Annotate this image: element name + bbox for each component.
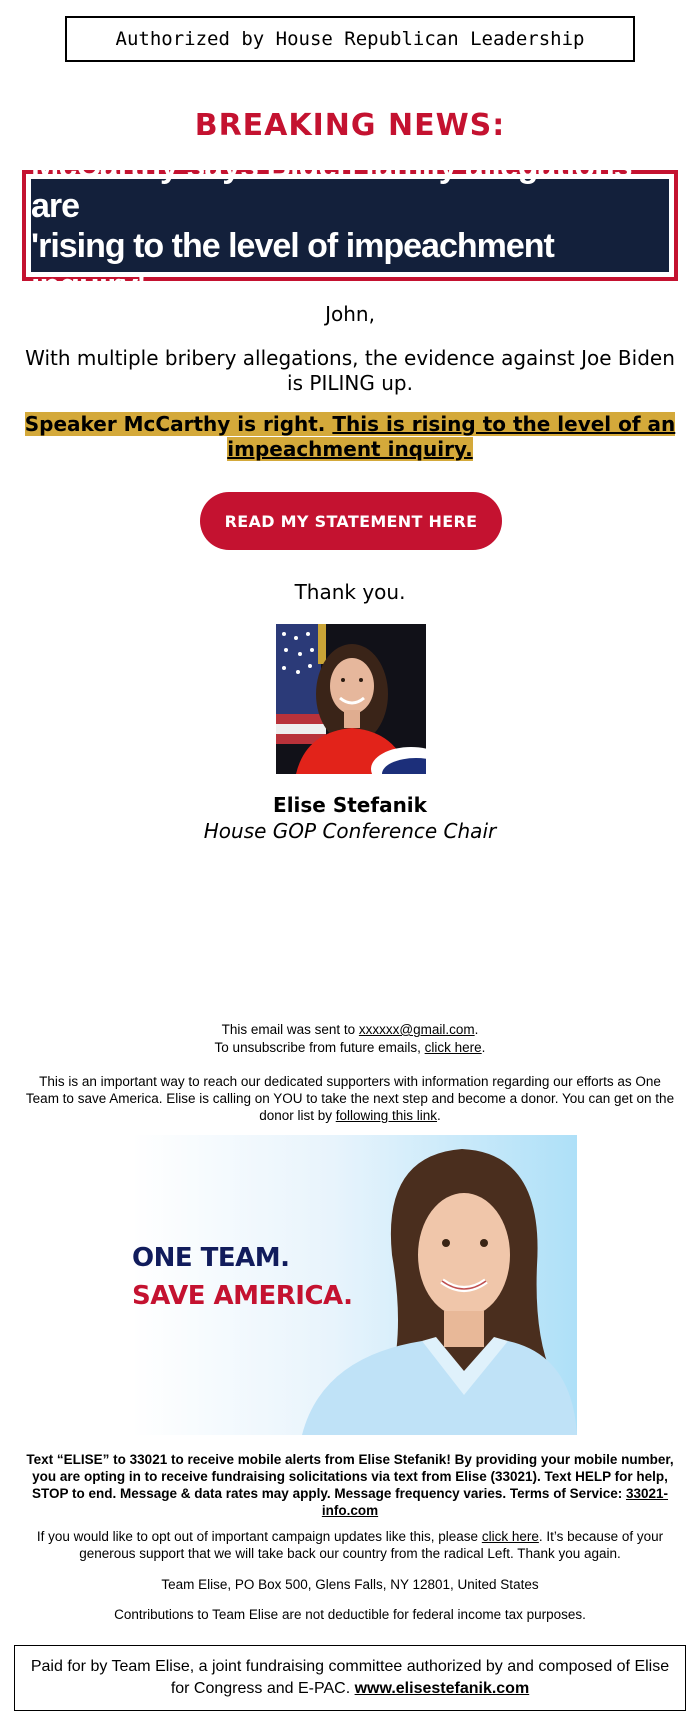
authorized-box (65, 16, 635, 62)
promo-line-2: SAVE AMERICA. (132, 1281, 353, 1311)
sent-to-line: This email was sent to xxxxxx@gmail.com. (221, 1022, 479, 1037)
unsubscribe-link[interactable]: click here (424, 1040, 482, 1055)
donor-paragraph: This is an important way to reach our dedicated supporters with information regarding our efforts as One Team to save America. Elise is calling on YOU to take the next step and become a donor. You can get on the donor list by following this link. (25, 1074, 675, 1123)
sms-terms-link[interactable]: 33021-info.com (321, 1486, 669, 1518)
banner-line-2: 'rising to the level of impeachment inquiry' (31, 226, 554, 305)
greeting: John, (325, 302, 375, 326)
impeachment-inquiry-link[interactable]: This is rising to the level of an impeachment inquiry. (227, 412, 676, 461)
recipient-email-link[interactable]: xxxxxx@gmail.com (358, 1022, 475, 1037)
paragraph-evidence: With multiple bribery allegations, the evidence against Joe Biden is PILING up. (25, 346, 675, 395)
read-statement-button[interactable]: READ MY STATEMENT HERE (200, 492, 502, 550)
promo-line-1: ONE TEAM. (132, 1243, 290, 1273)
highlight-lead: Speaker McCarthy is right. (24, 412, 326, 436)
tax-disclaimer: Contributions to Team Elise are not deductible for federal income tax purposes. (114, 1607, 586, 1622)
banner-line-1: McCarthy says Biden family allegations are (31, 146, 632, 225)
authorized-text: Authorized by House Republican Leadership (115, 28, 585, 50)
one-team-promo-image (132, 1135, 577, 1435)
mailing-address: Team Elise, PO Box 500, Glens Falls, NY 12801, United States (161, 1577, 539, 1592)
website-link[interactable]: www.elisestefanik.com (354, 1680, 530, 1697)
paid-for-box (14, 1645, 686, 1711)
signature-title: House GOP Conference Chair (203, 819, 497, 843)
optout-link[interactable]: click here (481, 1529, 539, 1544)
paragraph-highlight (20, 412, 680, 462)
donor-list-link[interactable]: following this link (335, 1108, 438, 1123)
thanks-text: Thank you. (294, 580, 406, 604)
optout-paragraph: If you would like to opt out of important campaign updates like this, please click here. It’s because of your generous support that we will take back our country from the radical Left. Thank you again. (36, 1529, 664, 1561)
breaking-news-heading: BREAKING NEWS: (194, 108, 506, 143)
sms-paragraph: Text “ELISE” to 33021 to receive mobile alerts from Elise Stefanik! By providing your mobile number, you are opting in to receive fundraising solicitations via text from Elise (33021). Text HELP for help, STOP to end. Message & data rates may apply. Message frequency varies. Terms of Service: 33021-info.com (26, 1452, 674, 1518)
elise-portrait-photo (276, 624, 426, 774)
paid-for-text: Paid for by Team Elise, a joint fundraising committee authorized by and composed of Elise for Congress and E-PAC. (30, 1658, 670, 1697)
headline-banner (22, 146, 678, 305)
unsubscribe-line: To unsubscribe from future emails, click here. (214, 1040, 486, 1055)
signature-name: Elise Stefanik (273, 793, 427, 817)
